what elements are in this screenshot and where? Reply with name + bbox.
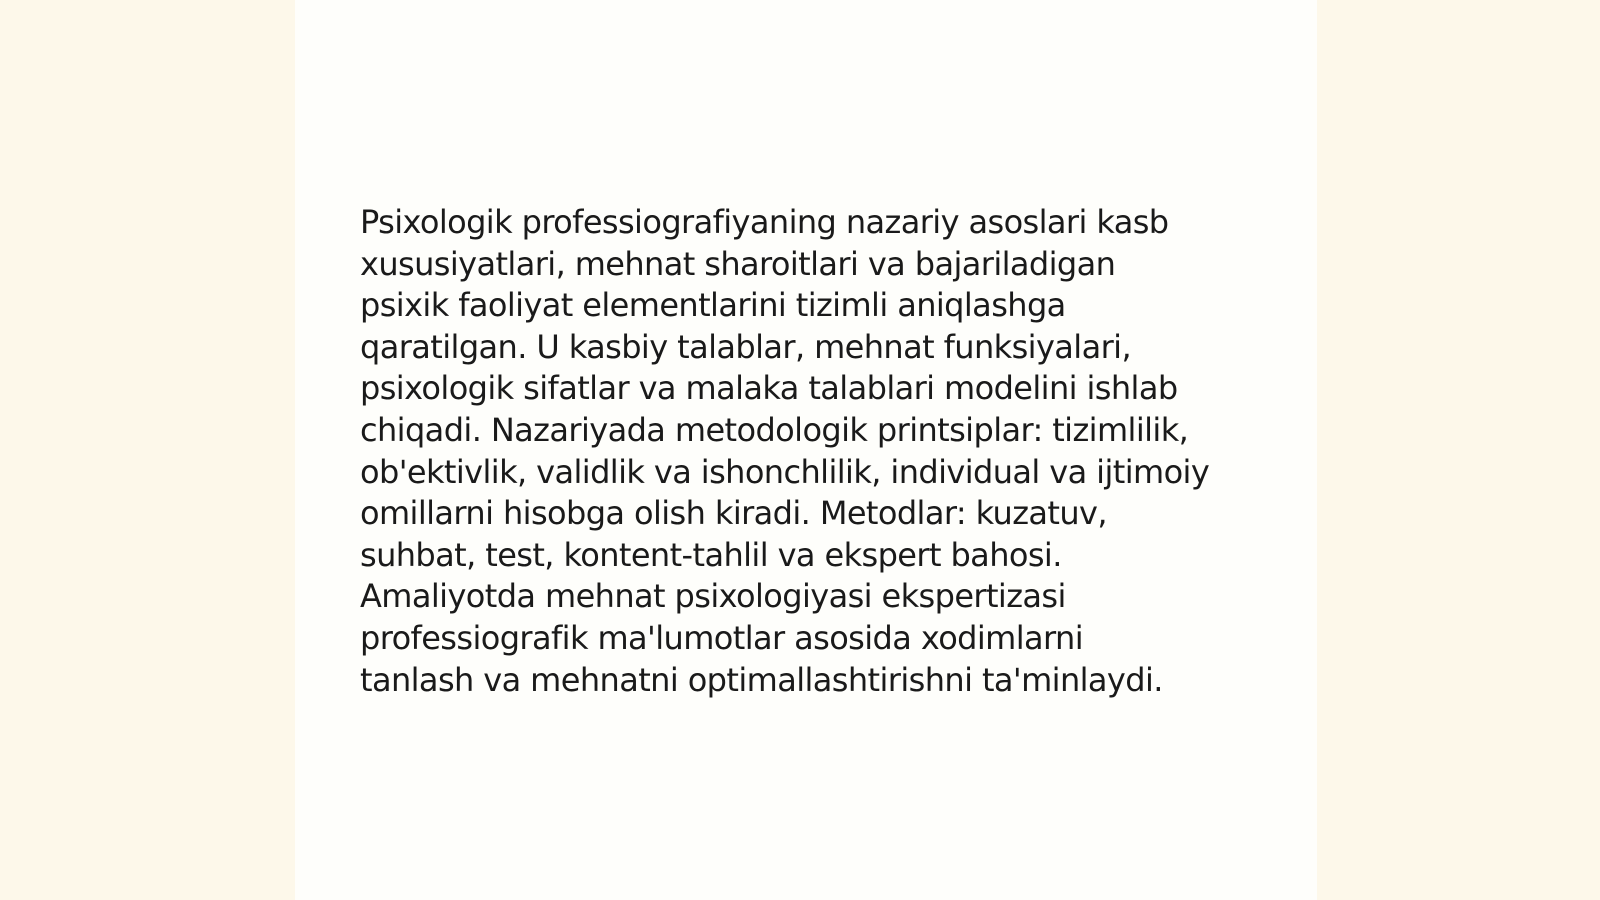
slide-page (295, 0, 1317, 900)
slide-body-text: Psixologik professiografiyaning nazariy asoslari kasb xususiyatlari, mehnat sharoitlari va bajariladigan psixik faoliyat elementlarini tizimli aniqlashga qaratilgan. U kasbiy talablar, mehnat funksiyalari, psixologik sifatlar va malaka talablari modelini ishlab chiqadi. Nazariyada metodologik printsiplar: tizimlilik, ob'ektivlik, validlik va ishonchlilik, individual va ijtimoiy omillarni hisobga olish kiradi. Metodlar: kuzatuv, suhbat, test, kontent-tahlil va ekspert bahosi. Amaliyotda mehnat psixologiyasi ekspertizasi professiografik ma'lumotlar asosida xodimlarni tanlash va mehnatni optimallashtirishni ta'minlaydi. (360, 203, 1210, 699)
